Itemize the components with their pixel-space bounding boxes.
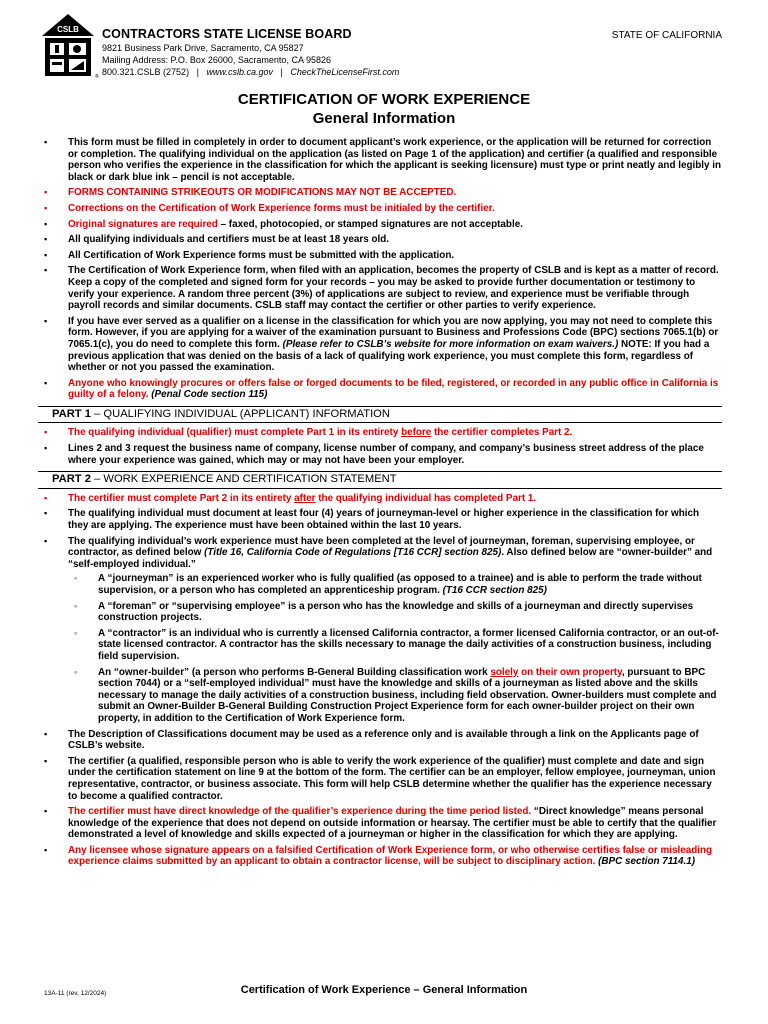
underlined-text: after — [294, 492, 316, 504]
mailing-address: Mailing Address: P.O. Box 26000, Sacramento, CA 95826 — [102, 55, 331, 66]
body-text: the qualifying individual has completed Part 1. — [315, 492, 537, 504]
list-item — [38, 806, 722, 841]
body-text: A — [98, 573, 108, 585]
list-item: ▪ All Certification of Work Experience forms must be submitted with the application. — [38, 250, 722, 262]
website-link[interactable]: www.cslb.ca.gov — [206, 67, 273, 78]
list-item — [38, 316, 722, 374]
list-item — [38, 536, 722, 725]
contact-line — [102, 66, 399, 78]
term: “self-employed individual” — [184, 678, 310, 690]
body-text: The qualifying individual (qualifier) must complete Part 1 in its entirety — [68, 427, 402, 439]
list-item — [38, 427, 722, 439]
definitions-list — [68, 573, 722, 724]
street-address: 9821 Business Park Drive, Sacramento, CA 95827 — [102, 43, 304, 53]
body-text: , as defined below — [116, 547, 205, 559]
italic-text: (BPC section 7114.1) — [595, 856, 696, 868]
body-text: (a person who performs B-General Building classification work — [189, 666, 491, 678]
body-text: The Certification of Work Experience form, when filed with an application, becomes the property of CSLB and is kept as a matter of record. — [68, 265, 719, 277]
contact-block — [102, 42, 399, 79]
document-title: CERTIFICATION OF WORK EXPERIENCE — [237, 91, 531, 108]
list-item — [38, 265, 722, 311]
list-item — [38, 378, 722, 401]
term: “contractor” — [107, 627, 167, 639]
body-text: – you may be asked to provide further documentation or testimony to verify your experience. A random three percent (3%) of applications are subject to review, and experience must be verifiable through payroll records and similar documents. CSLB staff may contact the certifier or other parties to verify experience. — [68, 276, 696, 312]
term: “foreman” — [107, 600, 157, 612]
body-text: An — [98, 666, 114, 678]
registered-mark: ® — [95, 74, 99, 80]
body-text: A — [98, 627, 108, 639]
list-item: ▪ The Description of Classifications document may be used as a reference only and is available through a link on the Applicants page of CSLB’s website. — [38, 729, 722, 752]
list-item: ▪ FORMS CONTAINING STRIKEOUTS OR MODIFICATIONS MAY NOT BE ACCEPTED. — [38, 187, 722, 199]
italic-text: (Penal Code section 115) — [148, 389, 268, 401]
part2-list — [38, 493, 722, 868]
highlight-text: The certifier must have direct knowledge of the qualifier’s experience during the time period listed. — [68, 806, 532, 818]
body-text: or — [156, 600, 172, 612]
body-text: is a person who has the knowledge and skills of a journeyman and directly supervises construction projects. — [98, 600, 694, 624]
italic-text: (Title 16, California Code of Regulations [T16 CCR] section 825) — [204, 547, 502, 559]
body-text: is an individual who is currently a licensed California contractor, a former licensed California contractor, or an out-of-state licensed contractor. A contractor has the skills necessary to manage the daily activities of a construction business, including field supervision. — [98, 627, 719, 662]
term: “owner-builder” — [113, 666, 190, 678]
italic-text: (Please refer to CSLB’s website for more information on exam waivers.) — [282, 338, 619, 350]
highlight-text: solely — [490, 666, 519, 678]
bold-text: The certifier (a qualified, responsible person who is able to verify the work experience of the qualifier) must complete and date and sign under the certification statement on line 9 at the bottom of the form. — [68, 755, 704, 779]
check-license-link[interactable]: CheckTheLicenseFirst.com — [290, 67, 400, 78]
highlight-text: on their own property — [518, 666, 622, 678]
document-subtitle: General Information — [312, 110, 456, 127]
list-item — [38, 219, 722, 231]
form-id: 13A-11 (rev. 12/2024) — [44, 990, 107, 997]
body-text: the certifier completes Part 2. — [431, 427, 573, 439]
highlight-text: Original signatures are required — [68, 218, 218, 230]
bold-text: Keep a copy of the completed and signed form for your records — [68, 276, 367, 288]
list-item — [38, 845, 722, 868]
part2-heading — [38, 471, 722, 489]
definition-journeyman — [68, 573, 722, 596]
body-text: must have the knowledge and skills of a journeyman as listed above and the skills necessary to manage the daily activities of a construction business, including field observation. Owner-builders must complete and submit an Owner-Builder B-General Building Construction Project Experience form for each owner-builder project on their own property, in addition to the Certification of Work Experience form. — [98, 678, 717, 724]
logo-text: CSLB — [57, 25, 79, 34]
term: “journeyman” — [107, 573, 174, 585]
part-title: – QUALIFYING INDIVIDUAL (APPLICANT) INFORMATION — [90, 407, 390, 420]
italic-text: (T16 CCR section 825) — [442, 585, 547, 596]
definition-foreman — [68, 601, 722, 624]
highlight-text: Any licensee whose signature appears on a falsified Certification of Work Experience form, or who otherwise certifies false or misleading experience claims submitted by an applicant to obtain a contractor license, will be subject to disciplinary action. — [68, 844, 713, 868]
body-text: , pursuant to BPC section 7044) or a — [98, 666, 706, 690]
cslb-logo — [42, 14, 94, 78]
part-number: PART 1 — [52, 407, 91, 420]
general-info-list — [38, 137, 722, 401]
body-text: . Also defined below are “owner-builder” and “self-employed individual.” — [68, 547, 713, 570]
phone-number: 800.321.CSLB (2752) — [102, 67, 190, 78]
body-text: is an experienced worker who is fully qualified (as opposed to a trainee) and is able to perform the trade without supervision, or a person who has completed an apprenticeship program. — [98, 573, 702, 596]
body-text: If you have ever served as a qualifier on a license in the classification for which you are now applying, you may not need to complete this form. However, if you are applying for a waiver of the examination pursuant to Business and Professions Code (BPC) sections 7065.1(b) or 7065.1(c), you do need to complete this form. — [68, 315, 719, 350]
organization-name: CONTRACTORS STATE LICENSE BOARD — [102, 27, 352, 41]
highlight-text: Anyone who knowingly procures or offers false or forged documents to be filed, registered, or recorded in any public office in California is guilty of a felony. — [68, 377, 719, 401]
body-text: The certifier can be an employer, fellow employee, journeyman, union representative, contractor, or business associate. This form will help CSLB determine whether the qualifier has the experience necessary to become a qualified contractor. — [68, 767, 716, 802]
bold-text: NOTE: If you had a previous application that was denied on the basis of a lack of qualifying work experience, you must complete this form, regardless of whether or not you passed the examination. — [68, 338, 710, 374]
separator: | — [196, 67, 199, 78]
list-item: ▪ The qualifying individual must document at least four (4) years of journeyman-level or higher experience in the classification for which they are applying. The experience must have been obtained within the last 10 years. — [38, 508, 722, 531]
body-text: – faxed, photocopied, or stamped signatures are not acceptable. — [217, 218, 523, 230]
definition-contractor — [68, 628, 722, 663]
list-item — [38, 493, 722, 505]
body-text: The certifier must complete Part 2 in its entirety — [68, 492, 295, 504]
part-number: PART 2 — [52, 473, 91, 486]
footer-title: Certification of Work Experience – General Information — [240, 984, 528, 996]
state-label: STATE OF CALIFORNIA — [611, 30, 722, 41]
document-body — [38, 137, 722, 872]
body-text: A — [98, 600, 108, 612]
list-item: ▪ All qualifying individuals and certifiers must be at least 18 years old. — [38, 234, 722, 246]
list-item: ▪ This form must be filled in completely in order to document applicant’s work experience, or the application will be returned for correction or completion. The qualifying individual on the application (as listed on Page 1 of the application) and certifier (a qualified and responsible person who verifies the experience in the classification for which the applicant is seeking licensure) must type or print neatly and legibly in black or dark blue ink – pencil is not acceptable. — [38, 137, 722, 183]
body-text: “Direct knowledge” means personal knowledge of the experience that does not depend on outside information or hearsay. The certifier must be able to certify that the qualifier demonstrated a level of knowledge and skills expected of a journeyman or higher in the classification for which they are applying. — [68, 806, 717, 841]
part1-heading — [38, 406, 722, 424]
list-item: ▪ Corrections on the Certification of Work Experience forms must be initialed by the certifier. — [38, 203, 722, 215]
underlined-text: before — [401, 427, 432, 439]
definition-owner-builder — [68, 667, 722, 725]
list-item: ▪ Lines 2 and 3 request the business name of company, license number of company, and company’s business street address of the place where your experience was gained, which may or may not have been your employer. — [38, 443, 722, 466]
part1-list — [38, 427, 722, 466]
list-item — [38, 756, 722, 802]
separator: | — [280, 67, 283, 78]
bold-text: The qualifying individual’s work experience must have been completed at the level of journeyman, foreman, supervising employee, or contractor — [68, 535, 695, 559]
term: “supervising employee” — [171, 600, 286, 612]
part-title: – WORK EXPERIENCE AND CERTIFICATION STATEMENT — [90, 473, 397, 486]
